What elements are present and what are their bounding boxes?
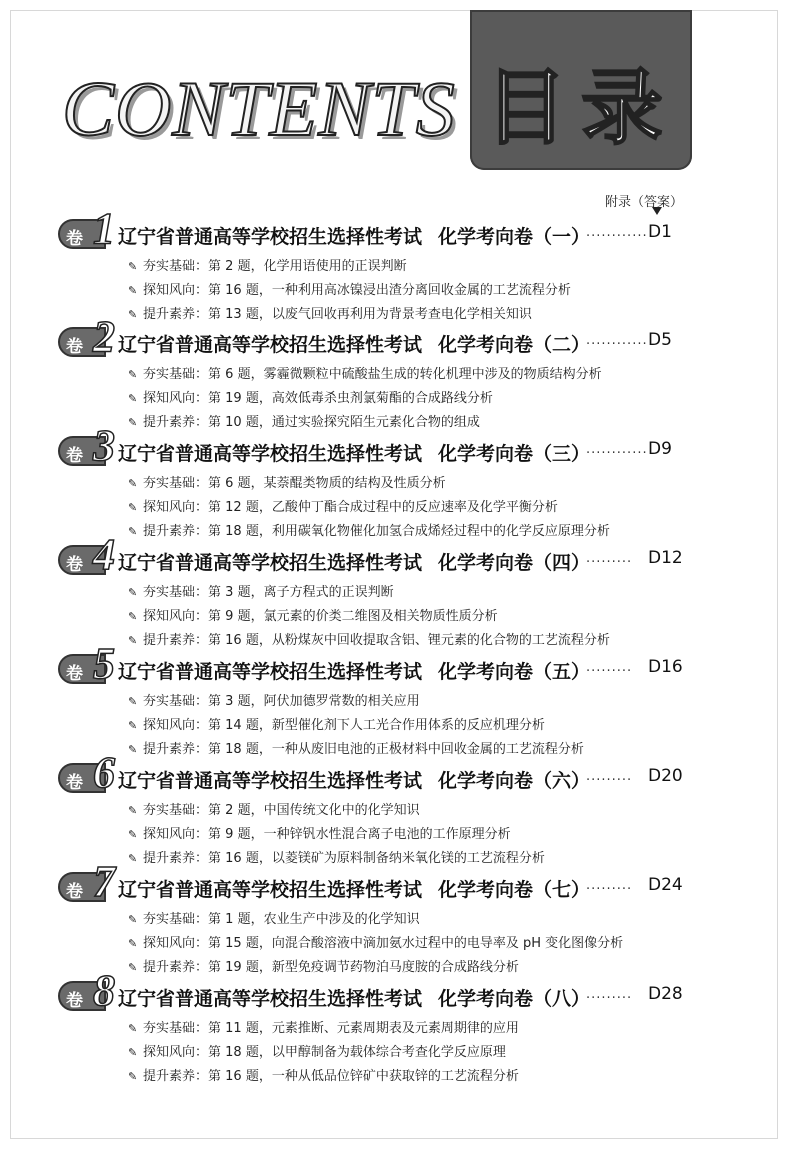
topic-separator: ： [195, 367, 209, 382]
topic-label: 提升素养 [143, 1069, 196, 1084]
topic-item [58, 411, 758, 435]
page-number[interactable]: D16 [648, 657, 683, 677]
volume-subtitle: 化学考向卷（四） [438, 552, 591, 574]
pen-nib-icon: ✎ [128, 913, 138, 926]
topic-list [58, 1017, 758, 1089]
volume-number: 7 [93, 857, 115, 906]
topic-item [58, 738, 758, 762]
topic-text: 第 18 题，一种从废旧电池的正极材料中回收金属的工艺流程分析 [208, 742, 584, 757]
volume-title: 辽宁省普通高等学校招生选择性考试 [118, 334, 423, 356]
topic-label: 探知风向 [143, 500, 196, 515]
leader-dots: ............ [586, 225, 648, 240]
volume-prefix: 卷 [66, 882, 83, 902]
topic-text: 第 13 题，以废气回收再利用为背景考查电化学相关知识 [208, 307, 532, 322]
topic-separator: ： [195, 1045, 209, 1060]
topic-label: 提升素养 [143, 851, 196, 866]
topic-separator: ： [195, 694, 209, 709]
volume-number: 1 [93, 204, 115, 253]
topic-label: 探知风向 [143, 609, 196, 624]
topic-text: 第 16 题，从粉煤灰中回收提取含铝、锂元素的化合物的工艺流程分析 [208, 633, 610, 648]
topic-text: 第 15 题，向混合酸溶液中滴加氨水过程中的电导率及 pH 变化图像分析 [208, 936, 624, 951]
volume-entry[interactable] [58, 204, 758, 327]
topic-text: 第 16 题，以菱镁矿为原料制备纳米氧化镁的工艺流程分析 [208, 851, 545, 866]
volume-number: 2 [93, 312, 115, 361]
topic-separator: ： [195, 391, 209, 406]
topic-list [58, 255, 758, 327]
volume-subtitle: 化学考向卷（一） [438, 226, 591, 248]
topic-text: 第 19 题，新型免疫调节药物泊马度胺的合成路线分析 [208, 960, 519, 975]
leader-dots: ......... [586, 551, 633, 566]
topic-item [58, 956, 758, 980]
topic-text: 第 6 题，雾霾微颗粒中硫酸盐生成的转化机理中涉及的物质结构分析 [208, 367, 602, 382]
header-box [470, 10, 692, 170]
volume-number: 3 [93, 421, 115, 470]
volume-number: 8 [93, 966, 115, 1015]
leader-dots: ......... [586, 878, 633, 893]
contents-title: CONTENTS [62, 65, 456, 152]
topic-label: 夯实基础 [143, 585, 196, 600]
volume-badge [58, 530, 115, 579]
volume-title: 辽宁省普通高等学校招生选择性考试 [118, 226, 423, 248]
volume-title: 辽宁省普通高等学校招生选择性考试 [118, 552, 423, 574]
topic-label: 夯实基础 [143, 367, 196, 382]
topic-text: 第 3 题，离子方程式的正误判断 [208, 585, 394, 600]
topic-separator: ： [195, 633, 209, 648]
topic-text: 第 2 题，化学用语使用的正误判断 [208, 259, 407, 274]
volume-number: 6 [93, 748, 115, 797]
topic-item [58, 255, 758, 279]
volume-title: 辽宁省普通高等学校招生选择性考试 [118, 661, 423, 683]
topic-label: 夯实基础 [143, 259, 196, 274]
topic-label: 夯实基础 [143, 912, 196, 927]
topic-separator: ： [195, 283, 209, 298]
volume-subtitle: 化学考向卷（五） [438, 661, 591, 683]
topic-text: 第 19 题，高效低毒杀虫剂氯菊酯的合成路线分析 [208, 391, 493, 406]
pen-nib-icon: ✎ [128, 719, 138, 732]
topic-text: 第 10 题，通过实验探究陌生元素化合物的组成 [208, 415, 480, 430]
topic-label: 夯实基础 [143, 803, 196, 818]
pen-nib-icon: ✎ [128, 525, 138, 538]
volume-title: 辽宁省普通高等学校招生选择性考试 [118, 443, 423, 465]
volume-title: 辽宁省普通高等学校招生选择性考试 [118, 770, 423, 792]
volume-badge [58, 312, 115, 361]
contents-title-cn: 目录 [484, 61, 677, 156]
topic-text: 第 9 题，一种锌钒水性混合离子电池的工作原理分析 [208, 827, 511, 842]
topic-text: 第 16 题，一种利用高冰镍浸出渣分离回收金属的工艺流程分析 [208, 283, 571, 298]
topic-label: 提升素养 [143, 415, 196, 430]
topic-text: 第 2 题，中国传统文化中的化学知识 [208, 803, 420, 818]
topic-item [58, 1017, 758, 1041]
pen-nib-icon: ✎ [128, 260, 138, 273]
volume-badge [58, 639, 115, 688]
topic-item [58, 690, 758, 714]
topic-label: 探知风向 [143, 718, 196, 733]
topic-label: 夯实基础 [143, 694, 196, 709]
page-number[interactable]: D12 [648, 548, 683, 568]
volume-prefix: 卷 [66, 773, 83, 793]
topic-separator: ： [195, 259, 209, 274]
topic-separator: ： [195, 742, 209, 757]
topic-text: 第 3 题，阿伏加德罗常数的相关应用 [208, 694, 420, 709]
volume-prefix: 卷 [66, 555, 83, 575]
topic-item [58, 363, 758, 387]
pen-nib-icon: ✎ [128, 695, 138, 708]
topic-separator: ： [195, 827, 209, 842]
volume-subtitle: 化学考向卷（八） [438, 988, 591, 1010]
topic-separator: ： [195, 500, 209, 515]
topic-text: 第 18 题，以甲醇制备为载体综合考查化学反应原理 [208, 1045, 506, 1060]
topic-separator: ： [195, 851, 209, 866]
topic-label: 探知风向 [143, 827, 196, 842]
topic-item [58, 496, 758, 520]
volume-prefix: 卷 [66, 229, 83, 249]
topic-label: 提升素养 [143, 960, 196, 975]
arrow-down-icon [652, 207, 662, 215]
pen-nib-icon: ✎ [128, 743, 138, 756]
topic-item [58, 823, 758, 847]
volume-prefix: 卷 [66, 664, 83, 684]
pen-nib-icon: ✎ [128, 1022, 138, 1035]
topic-item [58, 303, 758, 327]
topic-label: 探知风向 [143, 936, 196, 951]
topic-item [58, 1041, 758, 1065]
topic-separator: ： [195, 912, 209, 927]
pen-nib-icon: ✎ [128, 634, 138, 647]
volume-title: 辽宁省普通高等学校招生选择性考试 [118, 879, 423, 901]
topic-text: 第 11 题，元素推断、元素周期表及元素周期律的应用 [208, 1021, 519, 1036]
pen-nib-icon: ✎ [128, 961, 138, 974]
page-number[interactable]: D24 [648, 875, 683, 895]
pen-nib-icon: ✎ [128, 477, 138, 490]
page-number[interactable]: D9 [648, 439, 672, 459]
topic-item [58, 932, 758, 956]
volume-subtitle: 化学考向卷（六） [438, 770, 591, 792]
page-number[interactable]: D20 [648, 766, 683, 786]
topic-item [58, 1065, 758, 1089]
pen-nib-icon: ✎ [128, 804, 138, 817]
volume-subtitle: 化学考向卷（二） [438, 334, 591, 356]
topic-label: 夯实基础 [143, 1021, 196, 1036]
volume-badge [58, 857, 115, 906]
appendix-label: 附录（答案） [605, 195, 684, 210]
pen-nib-icon: ✎ [128, 308, 138, 321]
topic-label: 提升素养 [143, 524, 196, 539]
topic-separator: ： [195, 609, 209, 624]
topic-list [58, 363, 758, 435]
topic-label: 提升素养 [143, 633, 196, 648]
topic-separator: ： [195, 1021, 209, 1036]
topic-item [58, 799, 758, 823]
pen-nib-icon: ✎ [128, 368, 138, 381]
topic-list [58, 908, 758, 980]
topic-separator: ： [195, 803, 209, 818]
topic-separator: ： [195, 307, 209, 322]
topic-text: 第 14 题，新型催化剂下人工光合作用体系的反应机理分析 [208, 718, 545, 733]
topic-item [58, 847, 758, 871]
pen-nib-icon: ✎ [128, 828, 138, 841]
topic-label: 探知风向 [143, 283, 196, 298]
topic-list [58, 690, 758, 762]
topic-separator: ： [195, 476, 209, 491]
volume-subtitle: 化学考向卷（七） [438, 879, 591, 901]
topic-item [58, 714, 758, 738]
topic-separator: ： [195, 415, 209, 430]
pen-nib-icon: ✎ [128, 610, 138, 623]
pen-nib-icon: ✎ [128, 416, 138, 429]
topic-item [58, 908, 758, 932]
volume-prefix: 卷 [66, 446, 83, 466]
topic-separator: ： [195, 718, 209, 733]
topic-separator: ： [195, 1069, 209, 1084]
leader-dots: ......... [586, 769, 633, 784]
volume-badge [58, 966, 115, 1015]
leader-dots: ............ [586, 333, 648, 348]
volume-badge [58, 204, 115, 253]
topic-text: 第 18 题，利用碳氧化物催化加氢合成烯烃过程中的化学反应原理分析 [208, 524, 610, 539]
volume-number: 5 [93, 639, 115, 688]
topic-separator: ： [195, 524, 209, 539]
pen-nib-icon: ✎ [128, 392, 138, 405]
topic-item [58, 520, 758, 544]
volume-header [58, 204, 758, 255]
pen-nib-icon: ✎ [128, 1070, 138, 1083]
topic-list [58, 799, 758, 871]
topic-item [58, 605, 758, 629]
leader-dots: ......... [586, 660, 633, 675]
pen-nib-icon: ✎ [128, 501, 138, 514]
volume-badge [58, 748, 115, 797]
topic-item [58, 472, 758, 496]
topic-item [58, 387, 758, 411]
topic-item [58, 581, 758, 605]
topic-text: 第 6 题，某萘醌类物质的结构及性质分析 [208, 476, 446, 491]
topic-label: 提升素养 [143, 742, 196, 757]
topic-text: 第 16 题，一种从低品位锌矿中获取锌的工艺流程分析 [208, 1069, 519, 1084]
page-number[interactable]: D28 [648, 984, 683, 1004]
topic-label: 提升素养 [143, 307, 196, 322]
topic-label: 探知风向 [143, 391, 196, 406]
pen-nib-icon: ✎ [128, 852, 138, 865]
leader-dots: ............ [586, 442, 648, 457]
pen-nib-icon: ✎ [128, 1046, 138, 1059]
pen-nib-icon: ✎ [128, 284, 138, 297]
topic-text: 第 12 题，乙酸仲丁酯合成过程中的反应速率及化学平衡分析 [208, 500, 558, 515]
topic-item [58, 279, 758, 303]
topic-separator: ： [195, 585, 209, 600]
topic-label: 探知风向 [143, 1045, 196, 1060]
topic-separator: ： [195, 960, 209, 975]
page-number[interactable]: D5 [648, 330, 672, 350]
volume-prefix: 卷 [66, 991, 83, 1011]
pen-nib-icon: ✎ [128, 586, 138, 599]
topic-list [58, 581, 758, 653]
topic-text: 第 1 题，农业生产中涉及的化学知识 [208, 912, 420, 927]
topic-label: 夯实基础 [143, 476, 196, 491]
pen-nib-icon: ✎ [128, 937, 138, 950]
topic-text: 第 9 题，氯元素的价类二维图及相关物质性质分析 [208, 609, 498, 624]
topic-separator: ： [195, 936, 209, 951]
leader-dots: ......... [586, 987, 633, 1002]
topic-item [58, 629, 758, 653]
volume-subtitle: 化学考向卷（三） [438, 443, 591, 465]
volume-title: 辽宁省普通高等学校招生选择性考试 [118, 988, 423, 1010]
volume-prefix: 卷 [66, 337, 83, 357]
topic-list [58, 472, 758, 544]
volume-number: 4 [93, 530, 115, 579]
volume-badge [58, 421, 115, 470]
page-number[interactable]: D1 [648, 222, 672, 242]
